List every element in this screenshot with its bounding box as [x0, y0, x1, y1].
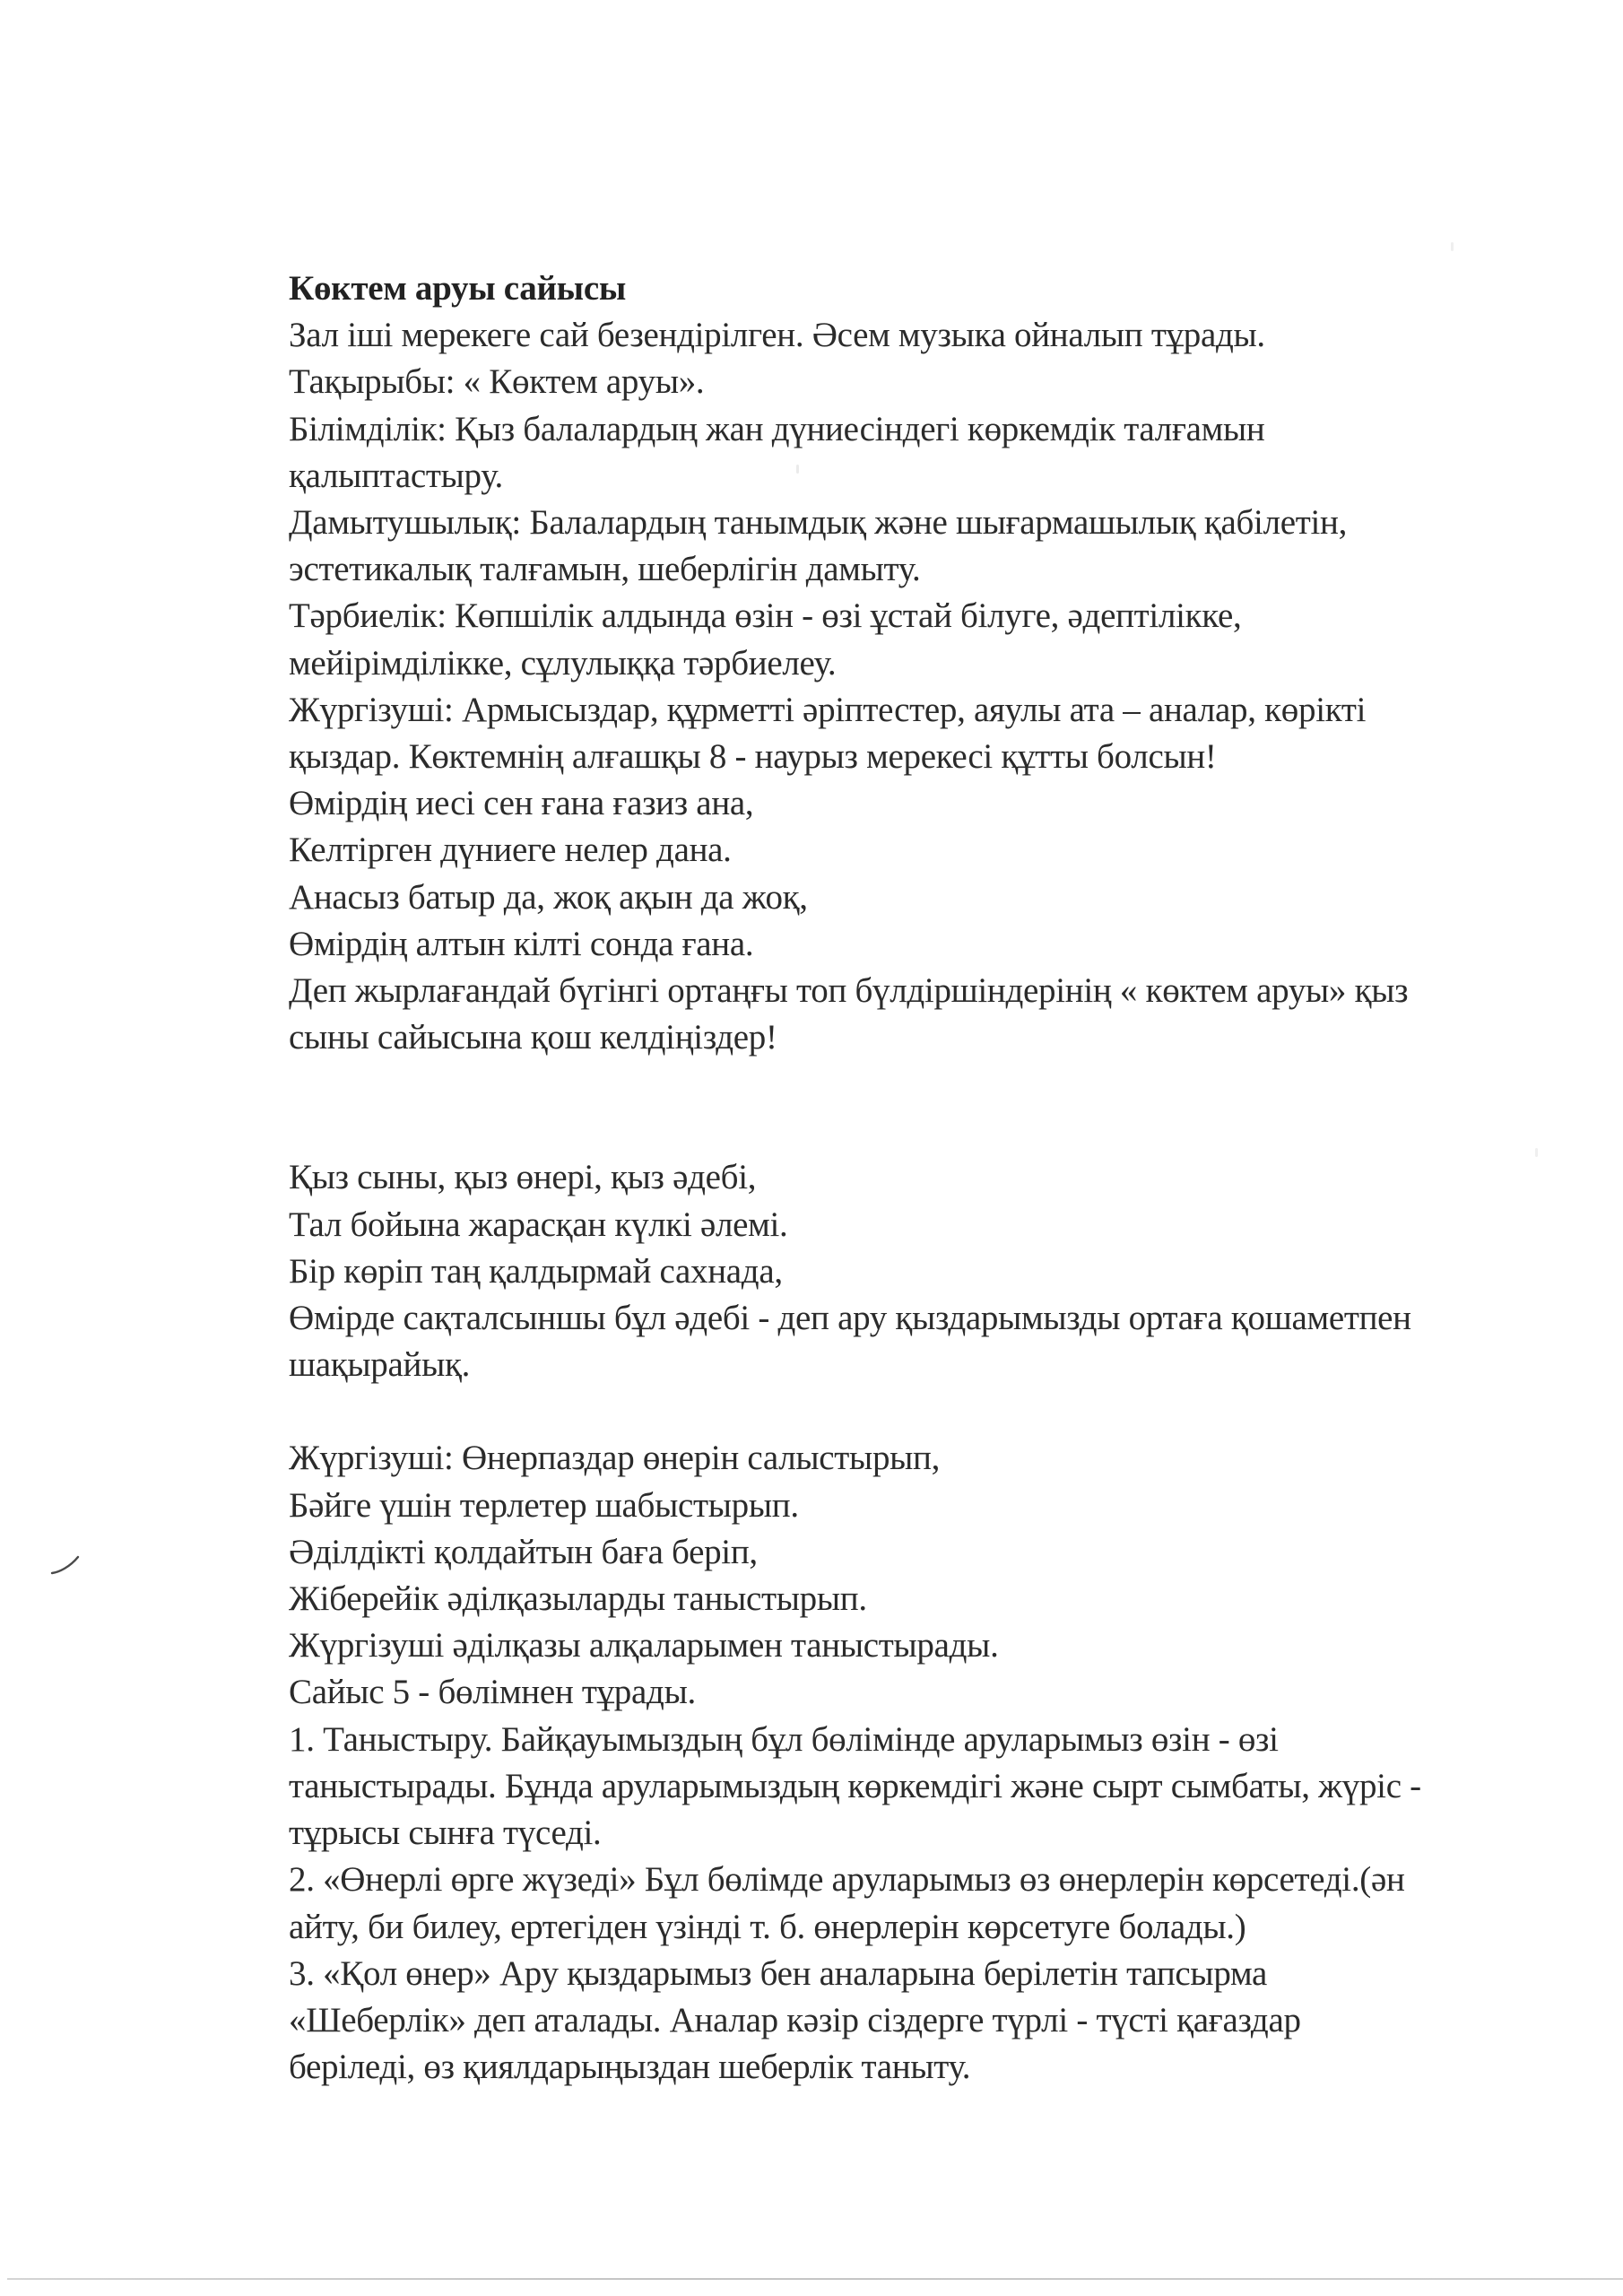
list-item-line: беріледі, өз қиялдарыңыздан шеберлік таныту. — [289, 2048, 971, 2087]
poem-line: Жүргізуші: Өнерпаздар өнерін салыстырып, — [289, 1439, 941, 1478]
text-line: Деп жырлағандай бүгінгі ортаңғы топ бүлдіршіндерінің « көктем аруы» қыз — [289, 971, 1409, 1011]
text-line: сыны сайысына қош келдіңіздер! — [289, 1018, 777, 1057]
intro-section — [289, 312, 1580, 1061]
scan-edge-line — [7, 2278, 1623, 2280]
list-item-line: 1. Таныстыру. Байқауымыздың бұл бөлімінде аруларымыз өзін - өзі — [289, 1719, 1279, 1759]
text-line: Сайыс 5 - бөлімнен тұрады. — [289, 1673, 696, 1712]
text-line: қыздар. Көктемнің алғашқы 8 - наурыз мерекесі құтты болсын! — [289, 737, 1217, 777]
paragraph-gap — [289, 1061, 1580, 1154]
text-line: Жүргізуші әділқазы алқаларымен таныстырады. — [289, 1626, 999, 1665]
text-line: Білімділік: Қыз балалардың жан дүниесіндегі көркемдік талғамын — [289, 409, 1265, 448]
poem-line: Өмірде сақталсыншы бұл әдебі - деп ару қыздарымызды ортаға қошаметпен — [289, 1299, 1411, 1338]
document-title: Көктем аруы сайысы — [289, 269, 626, 308]
poem-line: Қыз сыны, қыз өнері, қыз әдебі, — [289, 1158, 757, 1197]
text-line: шақырайық. — [289, 1345, 471, 1385]
poem-line: Өмірдің иесі сен ғана ғазиз ана, — [289, 784, 754, 823]
pen-mark — [50, 1554, 81, 1576]
text-line: Тәрбиелік: Көпшілік алдында өзін - өзі ұстай білуге, әдептілікке, — [289, 596, 1242, 636]
list-item-line: «Шеберлік» деп аталады. Аналар кәзір сіздерге түрлі - түсті қағаздар — [289, 2000, 1301, 2039]
text-line: эстетикалық талғамын, шеберлігін дамыту. — [289, 550, 921, 589]
list-item-line: 2. «Өнерлі өрге жүзеді» Бұл бөлімде аруларымыз өз өнерлерін көрсетеді.(ән — [289, 1860, 1405, 1900]
text-line: Жүргізуші: Армысыздар, құрметті әріптестер, аяулы ата – аналар, көрікті — [289, 690, 1367, 729]
text-line: Дамытушылық: Балалардың танымдық және шығармашылық қабілетін, — [289, 503, 1348, 543]
contest-section — [289, 1435, 1580, 2091]
poem-line: Әділдікті қолдайтын баға беріп, — [289, 1532, 758, 1571]
poem-section — [289, 1154, 1580, 1388]
list-item-line: тұрысы сынға түседі. — [289, 1813, 602, 1853]
text-line: қалыптастыру. — [289, 456, 503, 495]
text-line: Зал іші мерекеге сай безендірілген. Әсем музыка ойналып тұрады. — [289, 316, 1265, 355]
list-item-line: таныстырады. Бұнда аруларымыздың көркемдігі және сырт сымбаты, жүріс - — [289, 1766, 1421, 1805]
text-line: мейірімділікке, сұлулыққа тәрбиелеу. — [289, 643, 837, 683]
poem-line: Келтірген дүниеге нелер дана. — [289, 831, 732, 870]
poem-line: Жіберейік әділқазыларды таныстырып. — [289, 1579, 867, 1619]
poem-line: Анасыз батыр да, жоқ ақын да жоқ, — [289, 877, 808, 917]
poem-line: Бір көріп таң қалдырмай сахнада, — [289, 1251, 783, 1291]
scan-speck — [1451, 242, 1454, 251]
paragraph-gap — [289, 1388, 1580, 1435]
list-item-line: айту, би билеу, ертегіден үзінді т. б. өнерлерін көрсетуге болады.) — [289, 1907, 1246, 1946]
poem-line: Бәйге үшін терлетер шабыстырып. — [289, 1485, 799, 1525]
list-item-line: 3. «Қол өнер» Ару қыздарымыз бен аналарына берілетін тапсырма — [289, 1953, 1268, 1993]
text-line: Тақырыбы: « Көктем аруы». — [289, 362, 705, 402]
document-body — [289, 265, 1580, 2091]
poem-line: Өмірдің алтын кілті сонда ғана. — [289, 924, 754, 963]
poem-line: Тал бойына жарасқан күлкі әлемі. — [289, 1205, 788, 1244]
